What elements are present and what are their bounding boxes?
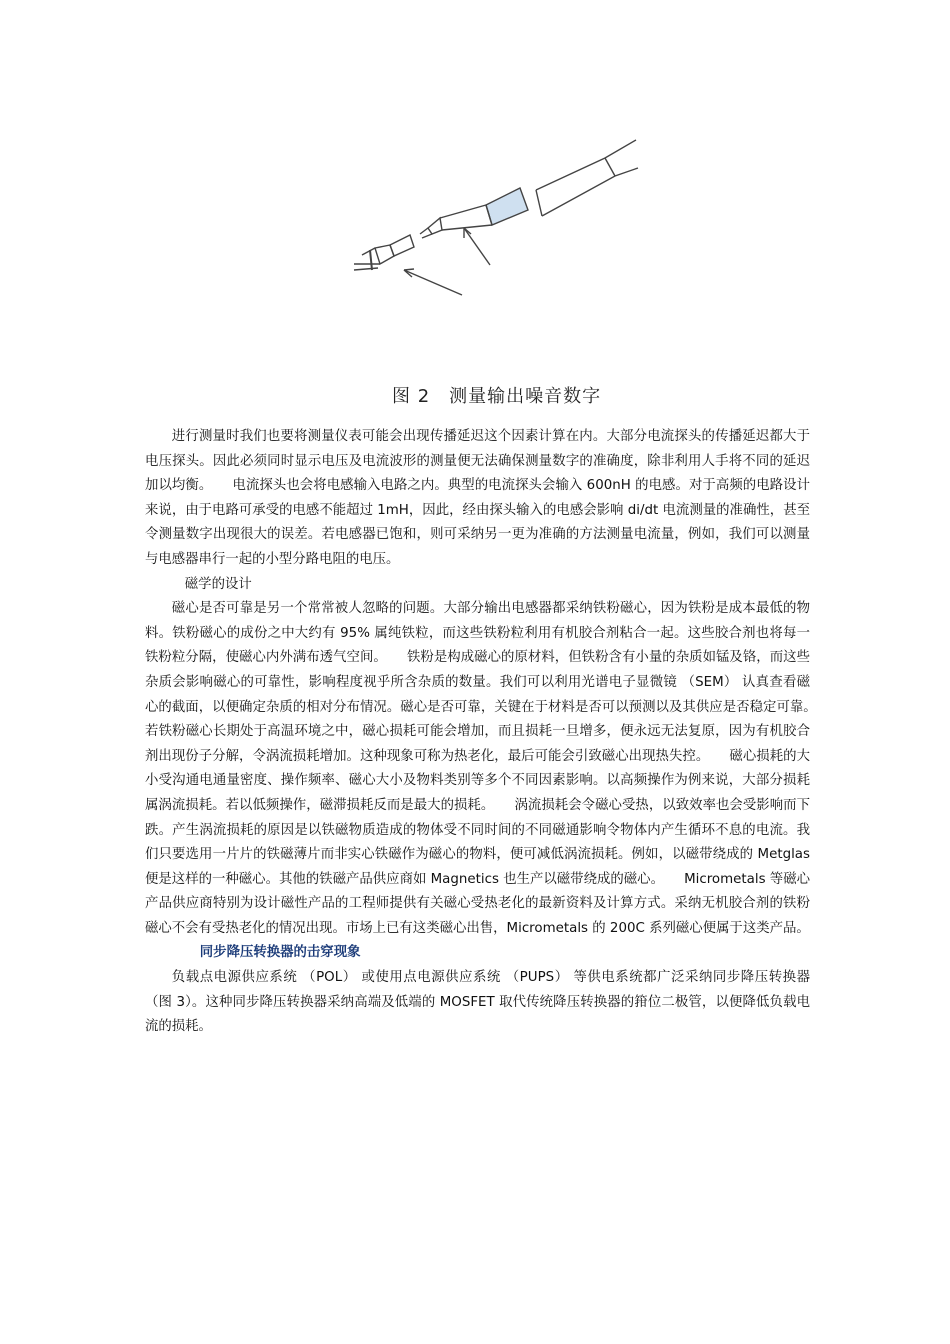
section-heading-shoot-through: 同步降压转换器的击穿现象 <box>199 945 361 961</box>
oscilloscope-probe-icon <box>340 130 650 355</box>
paragraph-magnetic-cores: 磁心是否可靠是另一个常常被人忽略的问题。大部分输出电感器都采纳铁粉磁心，因为铁粉是成本最低的物料。铁粉磁心的成份之中大约有 95% 属纯铁粒，而这些铁粉粒利用有机胶合剂粘合一起。这些胶合剂也将每一铁粉粒分隔，使磁心内外满布透气空间。 铁粉是构成磁心的原材料，但铁粉含有小量的杂质如锰及铬，而这些杂质会影响磁心的可靠性，影响程度视乎所含杂质的数量。我们可以利用光谱电子显微镜 （SEM） 认真查看磁心的截面，以便确定杂质的相对分布情况。磁心是否可靠，关键在于材料是否可以预测以及其供应是否稳定可靠。 若铁粉磁心长期处于高温环境之中，磁心损耗可能会增加，而且损耗一旦增多，便永远无法复原，因为有机胶合剂出现份子分解，令涡流损耗增加。这种现象可称为热老化，最后可能会引致磁心出现热失控。 磁心损耗的大小受沟通电通量密度、操作频率、磁心大小及物料类别等多个不同因素影响。以高频操作为例来说，大部分损耗属涡流损耗。若以低频操作，磁滞损耗反而是最大的损耗。 涡流损耗会令磁心受热，以致效率也会受影响而下跌。产生涡流损耗的原因是以铁磁物质造成的物体受不同时间的不同磁通影响令物体内产生循环不息的电流。我们只要选用一片片的铁磁薄片而非实心铁磁作为磁心的物料，便可减低涡流损耗。例如，以磁带绕成的 Metglas 便是这样的一种磁心。其他的铁磁产品供应商如 Magnetics 也生产以磁带绕成的磁心。 Micrometals 等磁心产品供应商特别为设计磁性产品的工程师提供有关磁心受热老化的最新资料及计算方式。采纳无机胶合剂的铁粉磁心不会有受热老化的情况出现。市场上已有这类磁心出售，Micrometals 的 200C 系列磁心便属于这类产品。 <box>145 601 837 936</box>
figure-caption: 图 2 测量输出噪音数字 <box>392 386 602 407</box>
article-body <box>145 425 837 1040</box>
paragraph-sync-buck: 负载点电源供应系统 （POL） 或使用点电源供应系统 （PUPS） 等供电系统都广泛采纳同步降压转换器 （图 3）。这种同步降压转换器采纳高端及低端的 MOSFET 取代传统降压转换器的箝位二极管，以便降低负载电流的损耗。 <box>145 970 810 1035</box>
probe-figure <box>340 130 650 355</box>
section-label-magnetics: 磁学的设计 <box>184 576 252 592</box>
paragraph-probe-delay: 进行测量时我们也要将测量仪表可能会出现传播延迟这个因素计算在内。大部分电流探头的传播延迟都大于电压探头。因此必须同时显示电压及电流波形的测量便无法确保测量数字的准确度，除非利用人手将不同的延迟加以均衡。 电流探头也会将电感输入电路之内。典型的电流探头会输入 600nH 的电感。对于高频的电路设计来说，由于电路可承受的电感不能超过 1mH，因此，经由探头输入的电感会影响 di/dt 电流测量的准确性，甚至令测量数字出现很大的误差。若电感器已饱和，则可采纳另一更为准确的方法测量电流量，例如，我们可以测量与电感器串行一起的小型分路电阻的电压。 <box>145 429 810 567</box>
